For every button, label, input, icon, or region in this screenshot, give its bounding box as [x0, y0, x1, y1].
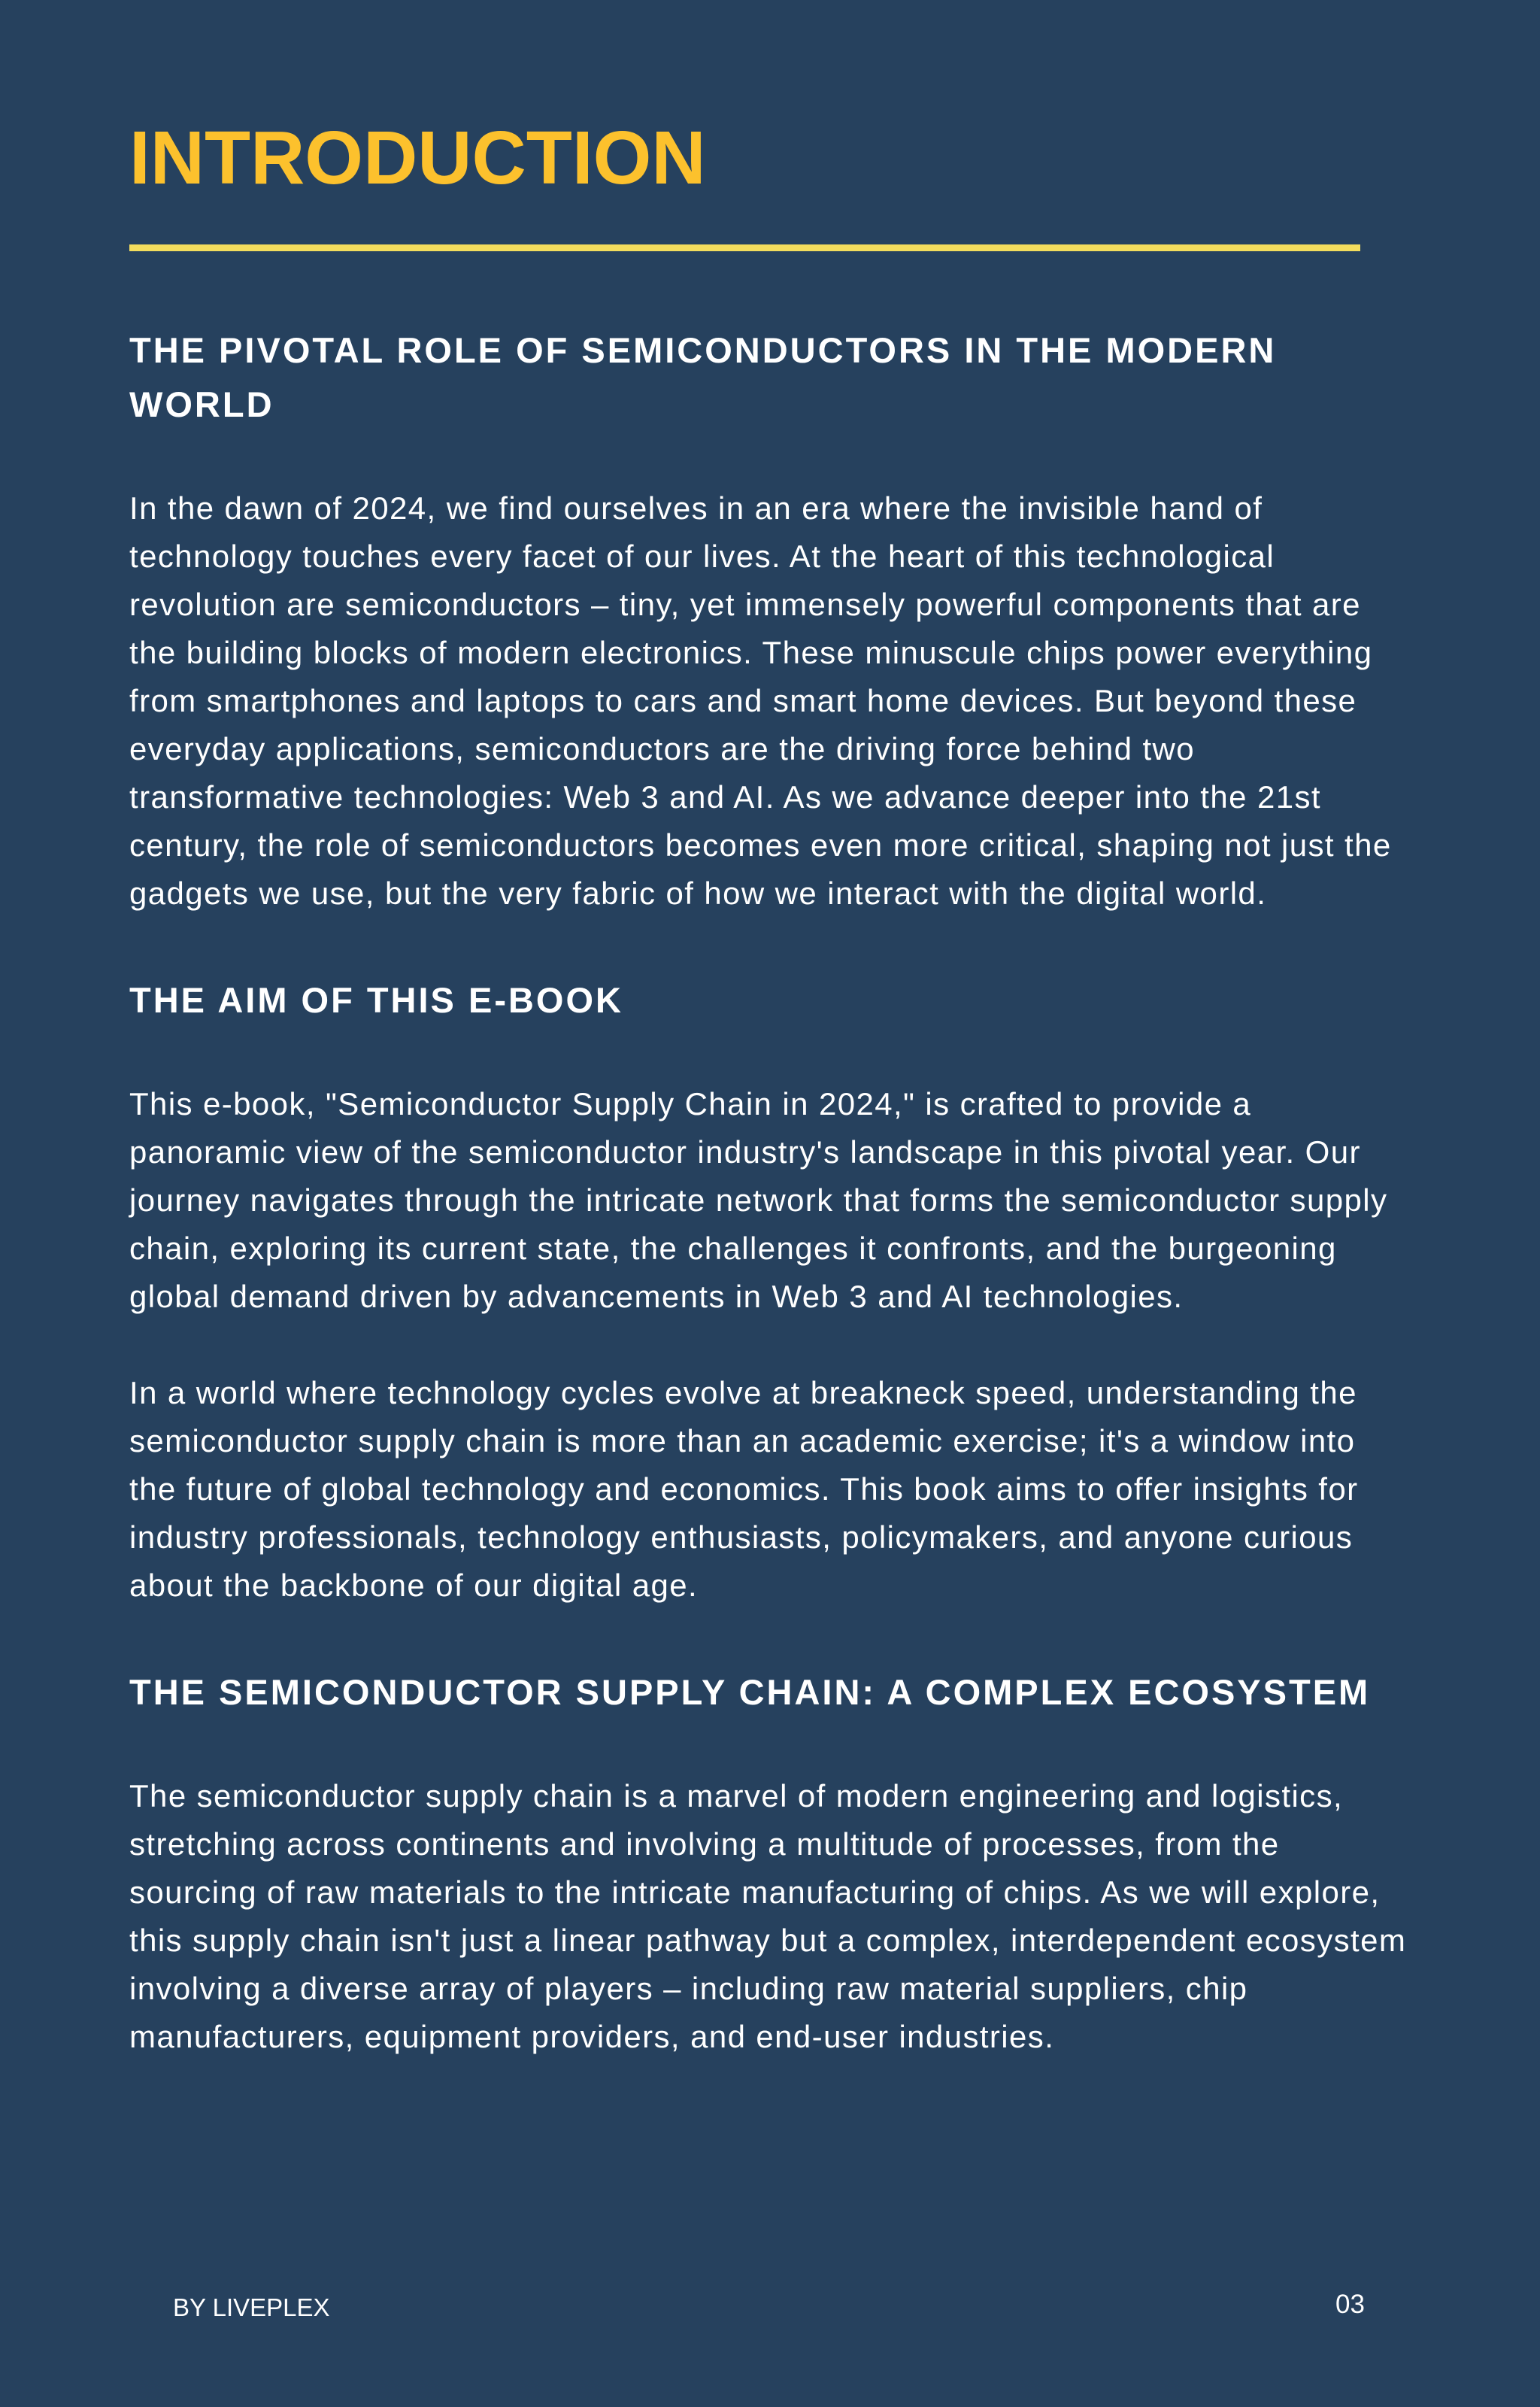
title-divider — [129, 244, 1360, 251]
section-heading-supply-chain: THE SEMICONDUCTOR SUPPLY CHAIN: A COMPLEX ECOSYSTEM — [129, 1672, 1371, 1712]
section-heading-aim: THE AIM OF THIS E-BOOK — [129, 980, 623, 1020]
footer-author: BY LIVEPLEX — [173, 2293, 330, 2321]
paragraph-pivotal-role: In the dawn of 2024, we find ourselves in an era where the invisible hand of technology touches every facet of our lives. At the heart of this technological revolution are semiconductors – tiny, yet immensely powerful components that are the building blocks of modern electronics. These minuscule chips power everything from smartphones and laptops to cars and smart home devices. But beyond these everyday applications, semiconductors are the driving force behind two transformative technologies: Web 3 and AI. As we advance deeper into the 21st century, the role of semiconductors becomes even more critical, shaping not just the gadgets we use, but the very fabric of how we interact with the digital world. — [129, 490, 1392, 911]
paragraph-supply-chain: The semiconductor supply chain is a marvel of modern engineering and logistics, stretching across continents and involving a multitude of processes, from the sourcing of raw materials to the intricate manufacturing of chips. As we will explore, this supply chain isn't just a linear pathway but a complex, interdependent ecosystem involving a diverse array of players – including raw material suppliers, chip manufacturers, equipment providers, and end-user industries. — [129, 1778, 1407, 2054]
page-number: 03 — [1335, 2290, 1365, 2319]
paragraph-aim-1: This e-book, "Semiconductor Supply Chain in 2024," is crafted to provide a panoramic view of the semiconductor industry's landscape in this pivotal year. Our journey navigates through the intricate network that forms the semiconductor supply chain, exploring its current state, the challenges it confronts, and the burgeoning global demand driven by advancements in Web 3 and AI technologies. — [129, 1086, 1388, 1314]
page-title: INTRODUCTION — [129, 116, 706, 200]
document-body — [129, 323, 1408, 2061]
section-heading-pivotal-role: THE PIVOTAL ROLE OF SEMICONDUCTORS IN THE MODERN WORLD — [129, 330, 1277, 424]
paragraph-aim-2: In a world where technology cycles evolve at breakneck speed, understanding the semiconductor supply chain is more than an academic exercise; it's a window into the future of global technology and economics. This book aims to offer insights for industry professionals, technology enthusiasts, policymakers, and anyone curious about the backbone of our digital age. — [129, 1375, 1359, 1603]
